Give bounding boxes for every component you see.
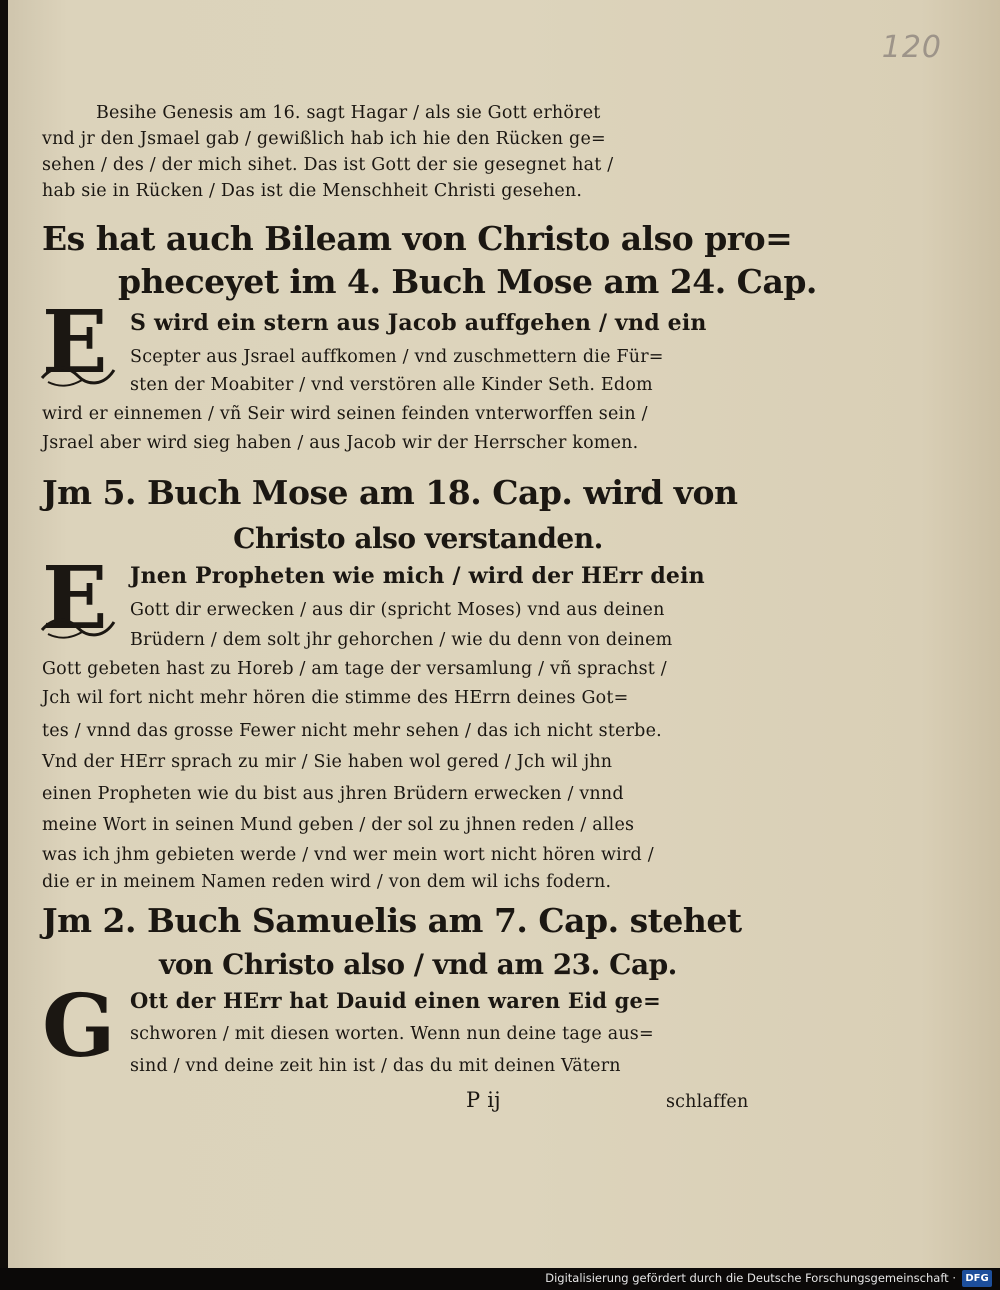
text-line: hab sie in Rücken / Das ist die Menschheit Christi gesehen. — [42, 181, 583, 201]
section-heading: pheceyet im 4. Buch Mose am 24. Cap. — [118, 262, 817, 301]
text-line: vnd jr den Jsmael gab / gewißlich hab ich hie den Rücken ge= — [42, 129, 606, 149]
drop-cap: G — [42, 976, 116, 1077]
catchword: schlaffen — [666, 1092, 749, 1112]
scan-edge — [0, 0, 8, 1270]
text-line: wird er einnemen / vñ Seir wird seinen feinden vnterworffen sein / — [42, 404, 648, 424]
drop-cap: E — [42, 292, 108, 393]
section-heading: Jm 2. Buch Samuelis am 7. Cap. stehet — [42, 901, 742, 940]
text-line: sten der Moabiter / vnd verstören alle Kinder Seth. Edom — [130, 375, 653, 395]
drop-cap: E — [42, 548, 108, 649]
text-line: tes / vnnd das grosse Fewer nicht mehr sehen / das ich nicht sterbe. — [42, 721, 662, 741]
text-line: Jsrael aber wird sieg haben / aus Jacob wir der Herrscher komen. — [42, 433, 639, 453]
text-line: Besihe Genesis am 16. sagt Hagar / als sie Gott erhöret — [96, 103, 601, 123]
text-line: Jnen Propheten wie mich / wird der HErr dein — [130, 563, 705, 589]
section-heading: Es hat auch Bileam von Christo also pro= — [42, 219, 793, 258]
folio-number: 120 — [881, 30, 942, 65]
text-line: meine Wort in seinen Mund geben / der sol zu jhnen reden / alles — [42, 815, 635, 835]
section-heading: Christo also verstanden. — [233, 522, 603, 555]
flourish-ornament — [38, 360, 118, 390]
text-line: was ich jhm gebieten werde / vnd wer mein wort nicht hören wird / — [42, 845, 654, 865]
footer-credit-text: Digitalisierung gefördert durch die Deutsche Forschungsgemeinschaft · — [545, 1271, 956, 1285]
text-line: schworen / mit diesen worten. Wenn nun deine tage aus= — [130, 1024, 654, 1044]
signature-mark: P ij — [466, 1088, 501, 1112]
digitization-footer — [0, 1268, 1000, 1290]
section-heading: von Christo also / vnd am 23. Cap. — [159, 948, 677, 981]
text-line: die er in meinem Namen reden wird / von dem wil ichs fodern. — [42, 872, 612, 892]
dfg-logo[interactable]: DFG — [962, 1270, 992, 1287]
text-line: Vnd der HErr sprach zu mir / Sie haben wol gered / Jch wil jhn — [42, 752, 613, 772]
section-heading: Jm 5. Buch Mose am 18. Cap. wird von — [42, 473, 738, 512]
text-line: Gott dir erwecken / aus dir (spricht Moses) vnd aus deinen — [130, 600, 665, 620]
text-line: S wird ein stern aus Jacob auffgehen / vnd ein — [130, 310, 707, 336]
text-line: sind / vnd deine zeit hin ist / das du mit deinen Vätern — [130, 1056, 621, 1076]
text-line: Ott der HErr hat Dauid einen waren Eid ge= — [130, 988, 661, 1013]
text-line: einen Propheten wie du bist aus jhren Brüdern erwecken / vnnd — [42, 784, 624, 804]
text-line: Scepter aus Jsrael auffkomen / vnd zuschmettern die Für= — [130, 347, 664, 367]
text-line: Brüdern / dem solt jhr gehorchen / wie du denn von deinem — [130, 630, 673, 650]
book-page — [8, 0, 1000, 1268]
text-line: Jch wil fort nicht mehr hören die stimme des HErrn deines Got= — [42, 688, 629, 708]
text-line: Gott gebeten hast zu Horeb / am tage der versamlung / vñ sprachst / — [42, 659, 667, 679]
text-line: sehen / des / der mich sihet. Das ist Gott der sie gesegnet hat / — [42, 155, 614, 175]
flourish-ornament — [38, 612, 118, 642]
